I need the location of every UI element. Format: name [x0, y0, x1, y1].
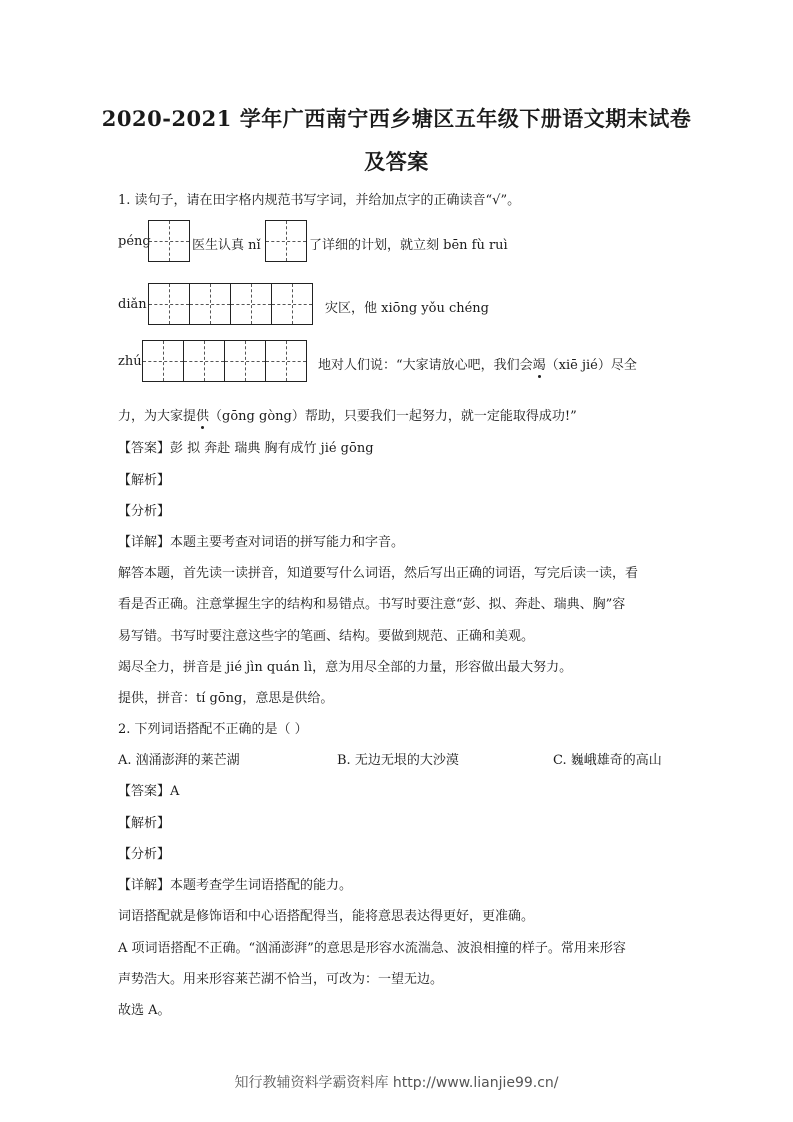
q2-detail: 【详解】本题考查学生词语搭配的能力。	[118, 878, 353, 893]
q1-row1-text-c: 了详细的计划，就立刻 bēn fù ruì	[309, 238, 508, 253]
tianzige-cell[interactable]	[265, 340, 307, 382]
q1-answer: 【答案】彭 拟 奔赴 瑞典 胸有成竹 jié gōng	[118, 441, 374, 456]
q1-row3-text	[318, 354, 637, 373]
tianzige-cell[interactable]	[230, 283, 272, 325]
q1-para1-line3: 易写错。书写时要注意这些字的笔画、结构。要做到规范、正确和美观。	[118, 629, 535, 644]
q1-row3-text-b: 地对人们说：“大家请放心吧，我们会	[318, 358, 533, 373]
q1-row4-text-a: 力，为大家提	[118, 409, 197, 424]
q2-jiexi: 【解析】	[118, 816, 171, 831]
q1-para3: 提供，拼音：tí gōng，意思是供给。	[118, 691, 334, 706]
q1-para2: 竭尽全力，拼音是 jié jìn quán lì，意为用尽全部的力量，形容做出最大努力。	[118, 660, 573, 675]
q2-fenxi: 【分析】	[118, 847, 171, 862]
q2-option-a[interactable]: A. 汹涌澎湃的莱芒湖	[118, 753, 240, 768]
footer-watermark: 知行教辅资料学霸资料库 http://www.lianjie99.cn/	[234, 1075, 559, 1091]
tianzige-cell[interactable]	[265, 220, 307, 262]
tianzige-box-1[interactable]	[148, 220, 189, 262]
q1-para1-line2: 看是否正确。注意掌握生字的结构和易错点。书写时要注意“彭、拟、奔赴、瑞典、胸”容	[118, 597, 626, 612]
tianzige-cell[interactable]	[271, 283, 313, 325]
q1-row2-pinyin-dian: diǎn	[118, 297, 147, 312]
q1-para1-line1: 解答本题，首先读一读拼音，知道要写什么词语，然后写出正确的词语，写完后读一读，看	[118, 566, 639, 581]
q2-para2-line2: 声势浩大。用来形容莱芒湖不恰当，可改为：一望无边。	[118, 972, 444, 987]
q2-para3: 故选 A。	[118, 1003, 171, 1018]
q1-row4	[118, 405, 577, 424]
tianzige-cell[interactable]	[224, 340, 266, 382]
dotted-char-gong: 供	[196, 409, 210, 424]
doc-title-line2: 及答案	[364, 149, 429, 174]
q2-stem: 2. 下列词语搭配不正确的是（ ）	[118, 722, 308, 737]
q1-fenxi: 【分析】	[118, 504, 171, 519]
tianzige-cell[interactable]	[142, 340, 184, 382]
q1-detail: 【详解】本题主要考查对词语的拼写能力和字音。	[118, 535, 405, 550]
q1-row1-text-b: 医生认真 nǐ	[192, 238, 261, 253]
q2-option-c[interactable]: C. 巍峨雄奇的高山	[553, 753, 662, 768]
q1-row4-text-b: （gōng gòng）帮助，只要我们一起努力，就一定能取得成功!”	[209, 409, 577, 424]
q1-row2-text-b: 灾区，他 xiōng yǒu chéng	[325, 301, 489, 316]
q1-row1-pinyin-peng: péng	[118, 234, 151, 249]
tianzige-group-row2[interactable]	[148, 283, 312, 325]
dotted-char-jie: 竭	[532, 358, 546, 373]
q2-option-b[interactable]: B. 无边无垠的大沙漠	[337, 753, 459, 768]
tianzige-cell[interactable]	[148, 283, 190, 325]
tianzige-group-row3[interactable]	[142, 340, 306, 382]
q1-row3-text-c: （xiē jié）尽全	[545, 358, 637, 373]
q2-answer: 【答案】A	[118, 784, 180, 799]
q1-jiexi: 【解析】	[118, 473, 171, 488]
tianzige-cell[interactable]	[189, 283, 231, 325]
tianzige-cell[interactable]	[148, 220, 190, 262]
doc-title-line1: 2020-2021 学年广西南宁西乡塘区五年级下册语文期末试卷	[101, 106, 692, 131]
q1-row3-pinyin-zhu: zhú	[118, 354, 142, 369]
tianzige-cell[interactable]	[183, 340, 225, 382]
q1-stem: 1. 读句子，请在田字格内规范书写字词，并给加点字的正确读音“√”。	[118, 193, 521, 208]
q2-para1: 词语搭配就是修饰语和中心语搭配得当，能将意思表达得更好，更准确。	[118, 909, 535, 924]
tianzige-box-2[interactable]	[265, 220, 306, 262]
q2-para2-line1: A 项词语搭配不正确。“汹涌澎湃”的意思是形容水流湍急、波浪相撞的样子。常用来形容	[118, 941, 626, 956]
